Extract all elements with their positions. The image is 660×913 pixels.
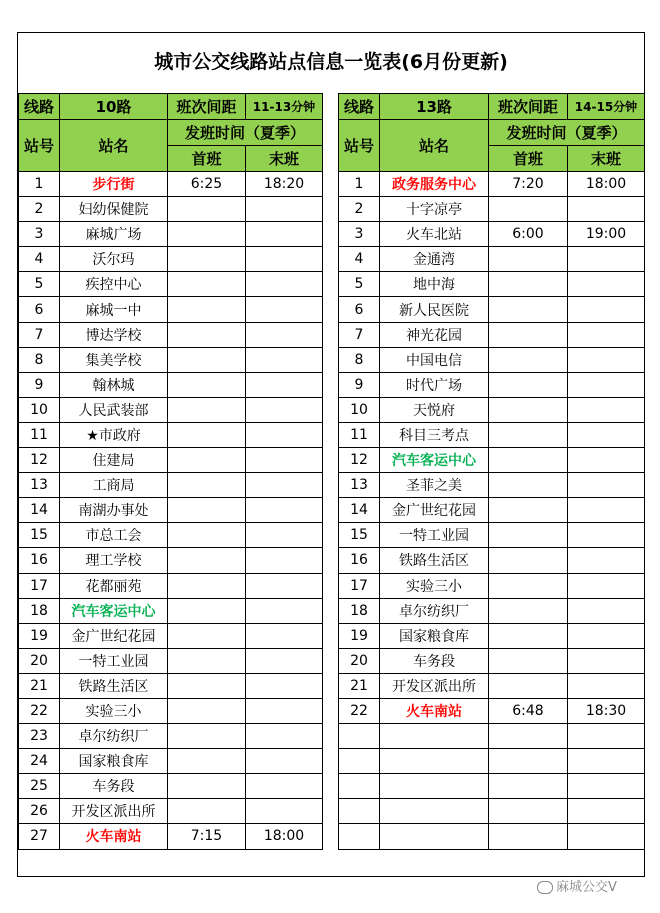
last-bus-time: 18:20	[246, 172, 323, 197]
station-name: 车务段	[380, 648, 489, 673]
last-bus-time	[246, 573, 323, 598]
table-row	[339, 573, 645, 598]
last-bus-time	[246, 523, 323, 548]
first-bus-time: 6:25	[168, 172, 246, 197]
last-bus-time	[246, 548, 323, 573]
table-row	[19, 172, 323, 197]
station-name: 疾控中心	[60, 272, 168, 297]
interval-label: 班次间距	[168, 94, 246, 120]
table-row	[339, 799, 645, 824]
last-bus-time	[246, 749, 323, 774]
station-name: 圣菲之美	[380, 473, 489, 498]
first-bus-time	[168, 548, 246, 573]
first-bus-time	[489, 197, 568, 222]
empty-cell	[380, 724, 489, 749]
last-bus-time	[246, 247, 323, 272]
last-bus-time	[246, 422, 323, 447]
station-no: 13	[19, 473, 60, 498]
last-bus-time: 18:30	[568, 698, 645, 723]
last-bus-time	[246, 272, 323, 297]
station-no: 2	[339, 197, 380, 222]
table-row	[339, 197, 645, 222]
station-name: 一特工业园	[380, 523, 489, 548]
last-bus-time	[568, 548, 645, 573]
table-row	[19, 673, 323, 698]
first-bus-time	[489, 297, 568, 322]
table-row	[19, 799, 323, 824]
table-row	[339, 272, 645, 297]
first-bus-time	[168, 749, 246, 774]
first-bus-time	[168, 724, 246, 749]
first-bus-time	[168, 422, 246, 447]
table-row	[19, 548, 323, 573]
first-bus-time	[168, 648, 246, 673]
station-name: 铁路生活区	[380, 548, 489, 573]
station-name: 卓尔纺织厂	[60, 724, 168, 749]
last-bus-time	[568, 197, 645, 222]
first-bus-time	[489, 673, 568, 698]
interval-value: 11-13分钟	[246, 94, 323, 120]
first-bus-time	[489, 523, 568, 548]
table-row	[19, 222, 323, 247]
station-no: 12	[339, 448, 380, 473]
first-bus-time	[168, 598, 246, 623]
table-row	[19, 648, 323, 673]
empty-cell	[568, 724, 645, 749]
last-bus-time	[246, 297, 323, 322]
station-name: 花都丽苑	[60, 573, 168, 598]
station-no: 24	[19, 749, 60, 774]
depart-time-header: 发班时间（夏季）	[489, 120, 645, 146]
last-bus-time	[246, 799, 323, 824]
table-row	[339, 448, 645, 473]
first-bus-time	[168, 272, 246, 297]
table-row	[339, 322, 645, 347]
station-no: 22	[339, 698, 380, 723]
first-bus-time	[489, 473, 568, 498]
station-name: 博达学校	[60, 322, 168, 347]
last-bus-time	[568, 523, 645, 548]
first-bus-time	[489, 623, 568, 648]
station-no: 8	[339, 347, 380, 372]
station-name: 国家粮食库	[380, 623, 489, 648]
interval-value: 14-15分钟	[568, 94, 645, 120]
first-bus-time	[489, 548, 568, 573]
station-no-header: 站号	[19, 120, 60, 172]
empty-cell	[339, 749, 380, 774]
station-no: 19	[339, 623, 380, 648]
last-bus-time	[568, 498, 645, 523]
station-no: 16	[19, 548, 60, 573]
station-name: 住建局	[60, 448, 168, 473]
first-bus-time: 7:20	[489, 172, 568, 197]
first-bus-time	[168, 372, 246, 397]
last-bus-time	[568, 322, 645, 347]
station-name: 人民武装部	[60, 397, 168, 422]
table-row	[339, 698, 645, 723]
first-bus-time	[489, 648, 568, 673]
last-bus-time	[568, 397, 645, 422]
table-row	[19, 623, 323, 648]
station-no: 4	[339, 247, 380, 272]
last-bus-time	[246, 372, 323, 397]
last-bus-time	[246, 774, 323, 799]
first-bus-time	[168, 197, 246, 222]
table-row	[19, 422, 323, 447]
station-no: 4	[19, 247, 60, 272]
first-bus-time	[489, 372, 568, 397]
empty-cell	[568, 824, 645, 849]
watermark-text: 麻城公交V	[556, 880, 617, 895]
last-bus-time	[568, 297, 645, 322]
station-no: 7	[339, 322, 380, 347]
table-row	[19, 598, 323, 623]
station-no-header: 站号	[339, 120, 380, 172]
empty-cell	[380, 824, 489, 849]
station-no: 27	[19, 824, 60, 849]
last-bus-time	[568, 448, 645, 473]
schedule-sheet	[17, 32, 645, 877]
last-bus-time	[568, 272, 645, 297]
station-name: 市总工会	[60, 523, 168, 548]
station-name: 南湖办事处	[60, 498, 168, 523]
table-row	[339, 473, 645, 498]
table-row	[19, 397, 323, 422]
empty-cell	[568, 749, 645, 774]
last-bus-time	[246, 322, 323, 347]
first-bus-time	[168, 322, 246, 347]
last-bus-header: 末班	[246, 146, 323, 172]
last-bus-time	[568, 623, 645, 648]
table-row	[339, 397, 645, 422]
empty-cell	[568, 774, 645, 799]
station-no: 22	[19, 698, 60, 723]
first-bus-time	[168, 297, 246, 322]
station-no: 6	[339, 297, 380, 322]
table-row	[339, 422, 645, 447]
station-name: 铁路生活区	[60, 673, 168, 698]
table-row	[339, 297, 645, 322]
last-bus-time	[568, 347, 645, 372]
table-row	[19, 322, 323, 347]
first-bus-time	[489, 448, 568, 473]
station-name: 麻城一中	[60, 297, 168, 322]
first-bus-time	[168, 222, 246, 247]
station-no: 23	[19, 724, 60, 749]
station-name: 实验三小	[60, 698, 168, 723]
page-title: 城市公交线路站点信息一览表(6月份更新)	[154, 51, 508, 73]
last-bus-time	[568, 598, 645, 623]
station-no: 12	[19, 448, 60, 473]
route-name: 13路	[380, 94, 489, 120]
last-bus-time	[246, 347, 323, 372]
station-no: 15	[339, 523, 380, 548]
table-row	[339, 648, 645, 673]
station-no: 9	[19, 372, 60, 397]
table-row	[19, 824, 323, 849]
table-row	[339, 372, 645, 397]
first-bus-time: 6:00	[489, 222, 568, 247]
station-name-header: 站名	[60, 120, 168, 172]
station-no: 13	[339, 473, 380, 498]
watermark	[537, 876, 617, 895]
first-bus-time	[168, 799, 246, 824]
last-bus-time	[246, 673, 323, 698]
empty-cell	[380, 749, 489, 774]
empty-cell	[489, 749, 568, 774]
first-bus-time	[489, 573, 568, 598]
table-row	[339, 172, 645, 197]
depart-time-header: 发班时间（夏季）	[168, 120, 323, 146]
last-bus-header: 末班	[568, 146, 645, 172]
last-bus-time: 19:00	[568, 222, 645, 247]
station-no: 20	[19, 648, 60, 673]
table-row	[339, 623, 645, 648]
empty-cell	[339, 774, 380, 799]
station-no: 14	[339, 498, 380, 523]
table-row	[19, 197, 323, 222]
last-bus-time: 18:00	[568, 172, 645, 197]
table-row	[339, 673, 645, 698]
first-bus-time	[489, 498, 568, 523]
last-bus-time	[246, 623, 323, 648]
table-row	[19, 297, 323, 322]
first-bus-time	[489, 322, 568, 347]
table-row	[19, 247, 323, 272]
last-bus-time	[246, 197, 323, 222]
station-name: 汽车客运中心	[380, 448, 489, 473]
station-no: 15	[19, 523, 60, 548]
first-bus-header: 首班	[168, 146, 246, 172]
first-bus-header: 首班	[489, 146, 568, 172]
last-bus-time	[568, 648, 645, 673]
last-bus-time	[568, 473, 645, 498]
last-bus-time	[568, 422, 645, 447]
table-row	[19, 774, 323, 799]
station-no: 18	[19, 598, 60, 623]
line-label: 线路	[339, 94, 380, 120]
empty-cell	[489, 774, 568, 799]
route-table-13	[338, 93, 645, 850]
station-no: 18	[339, 598, 380, 623]
station-no: 6	[19, 297, 60, 322]
station-name: 步行街	[60, 172, 168, 197]
empty-cell	[339, 724, 380, 749]
station-name: 金通湾	[380, 247, 489, 272]
table-row	[19, 448, 323, 473]
station-name: 十字凉亭	[380, 197, 489, 222]
station-name: 金广世纪花园	[60, 623, 168, 648]
station-no: 11	[339, 422, 380, 447]
station-name: 地中海	[380, 272, 489, 297]
last-bus-time	[246, 648, 323, 673]
station-name: 麻城广场	[60, 222, 168, 247]
first-bus-time	[168, 573, 246, 598]
station-no: 5	[339, 272, 380, 297]
first-bus-time	[489, 598, 568, 623]
station-name: 天悦府	[380, 397, 489, 422]
table-row	[339, 724, 645, 749]
station-name: 科目三考点	[380, 422, 489, 447]
first-bus-time	[168, 698, 246, 723]
station-no: 20	[339, 648, 380, 673]
route-header-row	[339, 94, 645, 120]
last-bus-time	[246, 222, 323, 247]
last-bus-time	[568, 573, 645, 598]
first-bus-time	[489, 397, 568, 422]
last-bus-time	[246, 698, 323, 723]
table-row	[339, 548, 645, 573]
first-bus-time	[168, 623, 246, 648]
last-bus-time	[568, 247, 645, 272]
station-name: 神光花园	[380, 322, 489, 347]
station-name: 车务段	[60, 774, 168, 799]
empty-cell	[380, 799, 489, 824]
wechat-icon	[537, 881, 553, 894]
empty-cell	[489, 724, 568, 749]
table-row	[19, 372, 323, 397]
station-no: 10	[339, 397, 380, 422]
route-table-10	[18, 93, 323, 850]
table-row	[19, 498, 323, 523]
table-row	[339, 347, 645, 372]
column-header-row	[19, 120, 323, 146]
first-bus-time	[168, 498, 246, 523]
station-no: 3	[339, 222, 380, 247]
station-name: 集美学校	[60, 347, 168, 372]
last-bus-time	[568, 372, 645, 397]
table-row	[19, 473, 323, 498]
route-header-row	[19, 94, 323, 120]
station-no: 21	[339, 673, 380, 698]
station-name: 火车北站	[380, 222, 489, 247]
table-row	[19, 749, 323, 774]
station-name: 国家粮食库	[60, 749, 168, 774]
station-no: 25	[19, 774, 60, 799]
station-no: 19	[19, 623, 60, 648]
first-bus-time	[489, 347, 568, 372]
table-row	[19, 573, 323, 598]
first-bus-time	[489, 247, 568, 272]
table-row	[339, 498, 645, 523]
table-row	[339, 598, 645, 623]
empty-cell	[339, 799, 380, 824]
station-name: 时代广场	[380, 372, 489, 397]
station-name: 妇幼保健院	[60, 197, 168, 222]
station-name: 火车南站	[60, 824, 168, 849]
last-bus-time	[246, 397, 323, 422]
station-no: 9	[339, 372, 380, 397]
station-no: 8	[19, 347, 60, 372]
table-row	[339, 774, 645, 799]
station-name: 实验三小	[380, 573, 489, 598]
last-bus-time	[246, 724, 323, 749]
station-name: 一特工业园	[60, 648, 168, 673]
station-no: 10	[19, 397, 60, 422]
station-name: 政务服务中心	[380, 172, 489, 197]
station-no: 1	[339, 172, 380, 197]
station-name: 沃尔玛	[60, 247, 168, 272]
table-row	[339, 247, 645, 272]
first-bus-time: 7:15	[168, 824, 246, 849]
empty-cell	[489, 799, 568, 824]
last-bus-time	[568, 673, 645, 698]
last-bus-time	[246, 473, 323, 498]
station-name: 中国电信	[380, 347, 489, 372]
station-no: 26	[19, 799, 60, 824]
last-bus-time	[246, 498, 323, 523]
first-bus-time	[168, 347, 246, 372]
station-no: 1	[19, 172, 60, 197]
table-row	[19, 272, 323, 297]
station-no: 5	[19, 272, 60, 297]
empty-cell	[568, 799, 645, 824]
column-header-row	[339, 120, 645, 146]
station-name: 翰林城	[60, 372, 168, 397]
first-bus-time	[168, 448, 246, 473]
station-name: 火车南站	[380, 698, 489, 723]
station-no: 21	[19, 673, 60, 698]
station-no: 16	[339, 548, 380, 573]
last-bus-time	[246, 598, 323, 623]
station-name: ★市政府	[60, 422, 168, 447]
station-name: 卓尔纺织厂	[380, 598, 489, 623]
station-no: 17	[19, 573, 60, 598]
first-bus-time	[168, 673, 246, 698]
first-bus-time	[489, 422, 568, 447]
first-bus-time	[168, 397, 246, 422]
table-row	[19, 724, 323, 749]
station-name: 新人民医院	[380, 297, 489, 322]
station-name: 工商局	[60, 473, 168, 498]
last-bus-time: 18:00	[246, 824, 323, 849]
station-no: 7	[19, 322, 60, 347]
first-bus-time: 6:48	[489, 698, 568, 723]
table-row	[339, 222, 645, 247]
first-bus-time	[168, 247, 246, 272]
first-bus-time	[489, 272, 568, 297]
table-row	[339, 523, 645, 548]
first-bus-time	[168, 774, 246, 799]
table-row	[339, 749, 645, 774]
empty-cell	[339, 824, 380, 849]
first-bus-time	[168, 473, 246, 498]
station-name: 开发区派出所	[380, 673, 489, 698]
station-no: 3	[19, 222, 60, 247]
empty-cell	[380, 774, 489, 799]
station-name: 汽车客运中心	[60, 598, 168, 623]
empty-cell	[489, 824, 568, 849]
station-name-header: 站名	[380, 120, 489, 172]
station-name: 金广世纪花园	[380, 498, 489, 523]
interval-label: 班次间距	[489, 94, 568, 120]
station-name: 理工学校	[60, 548, 168, 573]
table-row	[339, 824, 645, 849]
table-row	[19, 698, 323, 723]
station-no: 17	[339, 573, 380, 598]
last-bus-time	[246, 448, 323, 473]
station-name: 开发区派出所	[60, 799, 168, 824]
station-no: 2	[19, 197, 60, 222]
line-label: 线路	[19, 94, 60, 120]
station-no: 14	[19, 498, 60, 523]
first-bus-time	[168, 523, 246, 548]
table-row	[19, 347, 323, 372]
station-no: 11	[19, 422, 60, 447]
route-name: 10路	[60, 94, 168, 120]
table-row	[19, 523, 323, 548]
